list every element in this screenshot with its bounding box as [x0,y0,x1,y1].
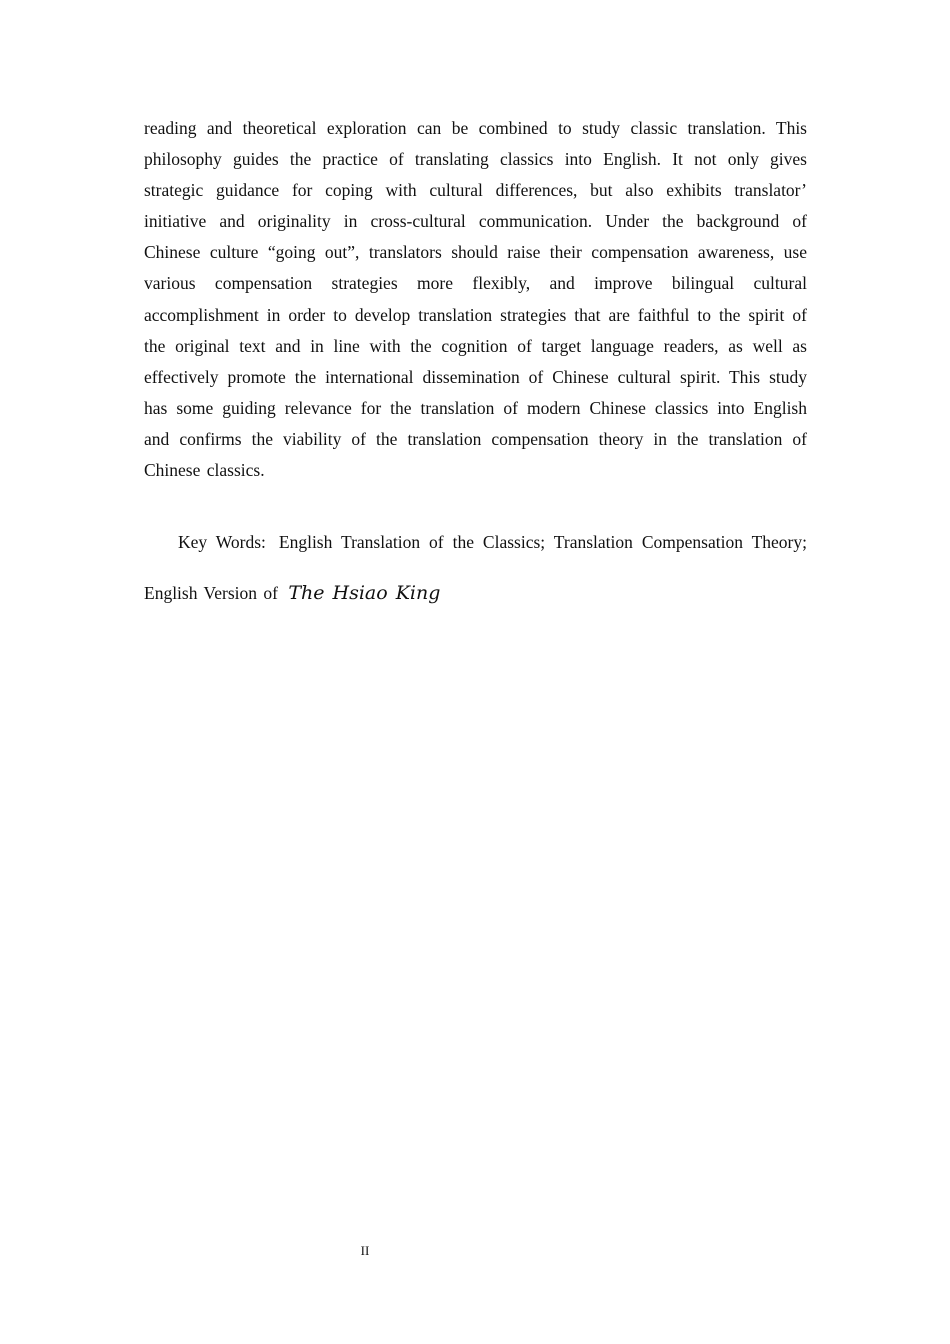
keywords-text: English Translation of the Classics; Translation Compensation Theory; English Version of [144,532,807,603]
keywords-label: Key Words: [178,532,266,552]
abstract-paragraph: reading and theoretical exploration can be combined to study classic translation. This philosophy guides the practice of translating classics into English. It not only gives strategic guidance for coping with cultural differences, but also exhibits translator’ initiative and originality in cross-cultural communication. Under the background of Chinese culture “going out”, translators should raise their compensation awareness, use various compensation strategies more flexibly, and improve bilingual cultural accomplishment in order to develop translation strategies that are faithful to the spirit of the original text and in line with the cognition of target language readers, as well as effectively promote the international dissemination of Chinese cultural spirit. This study has some guiding relevance for the translation of modern Chinese classics into English and confirms the viability of the translation compensation theory in the translation of Chinese classics. [144,118,807,481]
book-title: The Hsiao King [288,582,441,604]
keywords-paragraph [144,517,807,619]
page-number: II [360,1243,370,1258]
